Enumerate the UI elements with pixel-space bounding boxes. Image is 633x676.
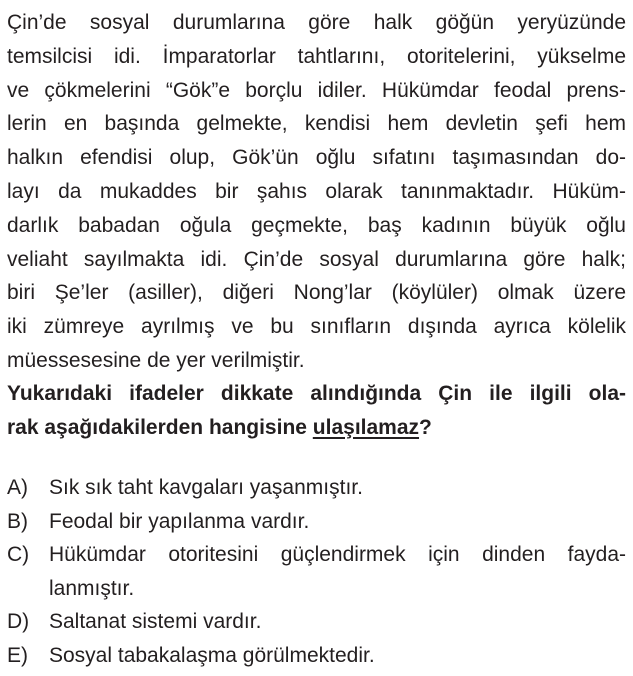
passage-line: halkın efendisi olup, Gök’ün oğlu sıfatını taşımasından do- [7, 146, 626, 170]
option-text-continued: lanmıştır. [49, 576, 135, 600]
question-mark: ? [419, 416, 432, 439]
passage-line: temsilcisi idi. İmparatorlar tahtlarını, otoritelerini, yükselme [7, 44, 626, 68]
option-letter: D) [7, 610, 30, 633]
question-stem [7, 377, 626, 445]
option-c[interactable] [7, 538, 626, 605]
passage-line: biri Şe’ler (asiller), diğeri Nong’lar (köylüler) olmak üzere [7, 281, 626, 305]
option-b[interactable] [7, 505, 626, 539]
passage-line: müessesesine de yer verilmiştir. [7, 348, 305, 372]
question-passage [7, 6, 626, 378]
passage-line: layı da mukaddes bir şahıs olarak tanınmaktadır. Hüküm- [7, 179, 626, 203]
option-text: Sık sık taht kavgaları yaşanmıştır. [49, 476, 363, 499]
question-line-2-prefix: rak aşağıdakilerden hangisine [7, 416, 313, 439]
option-d[interactable] [7, 605, 626, 639]
option-letter: B) [7, 509, 28, 533]
option-text: Hükümdar otoritesini güçlendirmek için dinden fayda- [49, 543, 626, 566]
passage-line: darlık babadan oğula geçmekte, baş kadının büyük oğlu [7, 213, 626, 237]
option-text: Saltanat sistemi vardır. [49, 610, 262, 633]
option-letter: E) [7, 643, 28, 667]
option-letter: A) [7, 476, 28, 499]
question-line-2 [7, 411, 626, 445]
option-letter: C) [7, 543, 30, 566]
passage-line: iki zümreye ayrılmış ve bu sınıfların dışında ayrıca kölelik [7, 315, 626, 339]
answer-options [7, 471, 626, 672]
passage-line: ve çökmelerini “Gök”e borçlu idiler. Hükümdar feodal prens- [7, 78, 626, 102]
option-text: Feodal bir yapılanma vardır. [49, 509, 310, 533]
passage-line: lerin en başında gelmekte, kendisi hem devletin şefi hem [7, 112, 626, 136]
passage-line: Çin’de sosyal durumlarına göre halk göğün yeryüzünde [7, 11, 626, 34]
passage-line: veliaht sayılmakta idi. Çin’de sosyal durumlarına göre halk; [7, 247, 626, 271]
option-a[interactable] [7, 471, 626, 505]
option-e[interactable] [7, 639, 626, 673]
question-negation-keyword: ulaşılamaz [312, 416, 420, 439]
option-text: Sosyal tabakalaşma görülmektedir. [49, 643, 375, 667]
question-line-1: Yukarıdaki ifadeler dikkate alındığında Çin ile ilgili ola- [7, 382, 626, 405]
